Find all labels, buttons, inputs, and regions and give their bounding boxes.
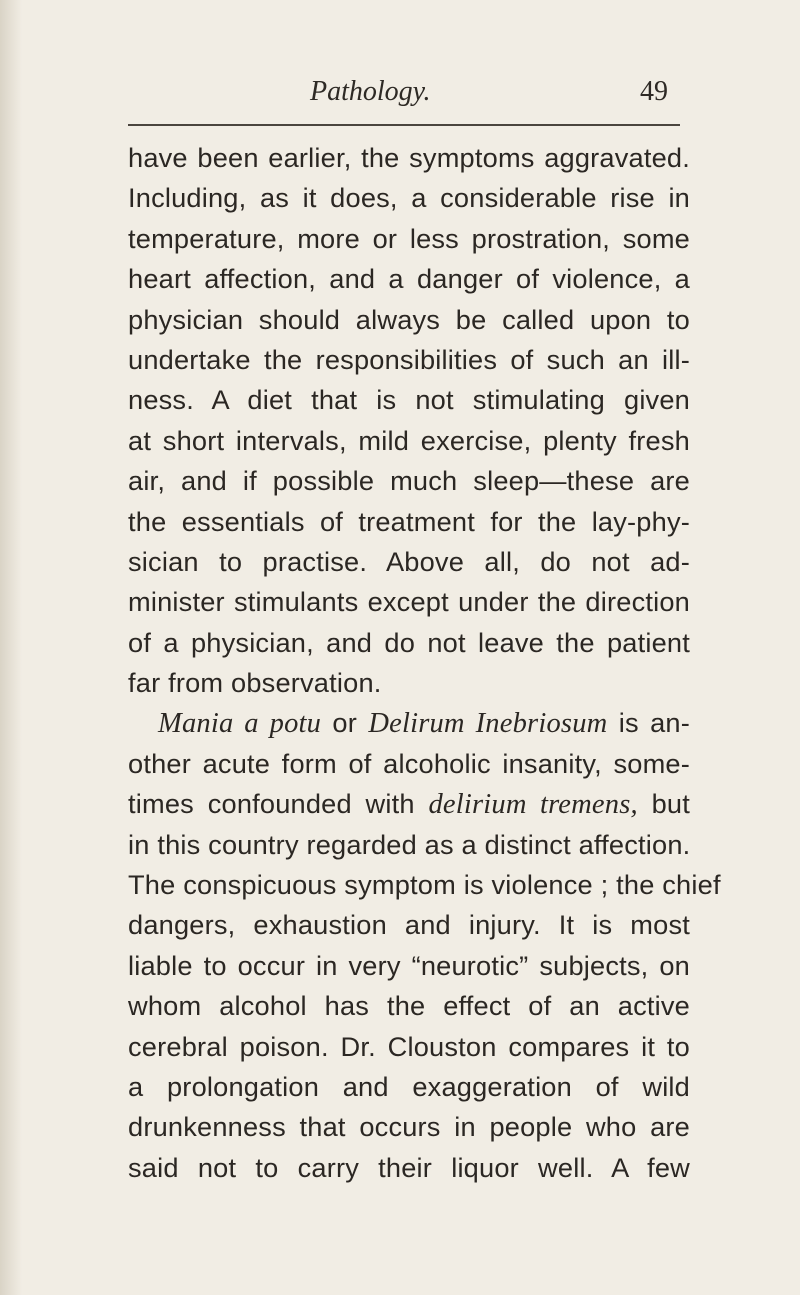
italic-term: delirium tremens, bbox=[428, 789, 638, 821]
text-line: the essentials of treatment for the lay-phy- bbox=[128, 505, 690, 537]
text-line: said not to carry their liquor well. A few bbox=[128, 1151, 690, 1183]
text-line: have been earlier, the symptoms aggravated. bbox=[128, 142, 690, 173]
header-rule bbox=[128, 124, 680, 126]
text-line: far from observation. bbox=[128, 667, 382, 699]
italic-term: Mania a potu bbox=[158, 708, 322, 740]
text-line: physician should always be called upon to bbox=[128, 303, 690, 335]
text-line: undertake the responsibilities of such an ill- bbox=[128, 343, 690, 375]
body-text bbox=[128, 138, 721, 1188]
text-line: of a physician, and do not leave the patient bbox=[128, 626, 690, 658]
text-line: at short intervals, mild exercise, plenty fresh bbox=[128, 424, 690, 456]
text-span: is an- bbox=[607, 707, 690, 739]
paragraph-first-line bbox=[128, 703, 690, 743]
text-line: whom alcohol has the effect of an active bbox=[128, 990, 690, 1022]
text-line: drunkenness that occurs in people who are bbox=[128, 1111, 690, 1143]
text-line: The conspicuous symptom is violence ; the chief bbox=[128, 869, 721, 901]
page-header bbox=[0, 76, 800, 116]
text-line: liable to occur in very “neurotic” subjects, on bbox=[128, 949, 690, 981]
text-span: or bbox=[321, 707, 369, 739]
text-line: a prolongation and exaggeration of wild bbox=[128, 1070, 690, 1102]
text-line: ness. A diet that is not stimulating given bbox=[128, 384, 690, 416]
text-line: cerebral poison. Dr. Clouston compares it to bbox=[128, 1030, 690, 1062]
text-line: other acute form of alcoholic insanity, some- bbox=[128, 747, 690, 779]
running-title: Pathology. bbox=[310, 76, 431, 107]
text-line bbox=[128, 784, 690, 824]
text-line: air, and if possible much sleep—these are bbox=[128, 465, 690, 497]
italic-term: Delirum Inebriosum bbox=[368, 708, 608, 740]
page-number: 49 bbox=[640, 76, 668, 107]
text-line: Including, as it does, a considerable rise in bbox=[128, 182, 690, 214]
text-span: but bbox=[637, 788, 690, 820]
text-line: temperature, more or less prostration, some bbox=[128, 222, 690, 254]
text-line: in this country regarded as a distinct affection. bbox=[128, 828, 691, 860]
text-line: minister stimulants except under the direction bbox=[128, 586, 690, 618]
text-line: dangers, exhaustion and injury. It is most bbox=[128, 909, 690, 941]
text-line: heart affection, and a danger of violence, a bbox=[128, 263, 690, 295]
text-span: times confounded with bbox=[128, 788, 429, 820]
text-line: sician to practise. Above all, do not ad- bbox=[128, 545, 690, 577]
page-gutter-shadow bbox=[0, 0, 22, 1295]
